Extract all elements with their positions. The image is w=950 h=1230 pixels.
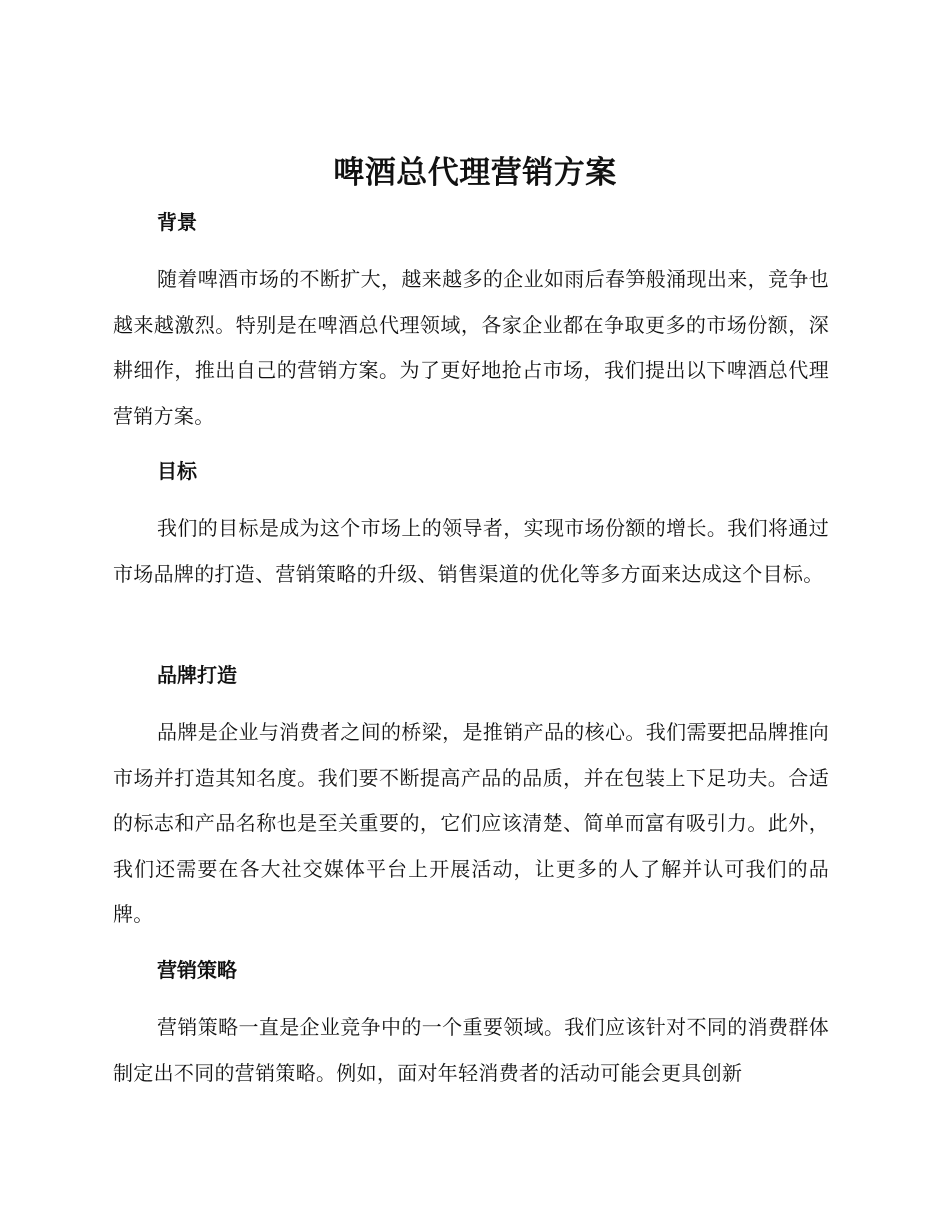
section-text-goal: 我们的目标是成为这个市场上的领导者，实现市场份额的增长。我们将通过市场品牌的打造、营销策略的升级、销售渠道的优化等多方面来达成这个目标。 — [113, 516, 829, 586]
section-heading-marketing-strategy: 营销策略 — [157, 958, 237, 982]
section-heading-goal: 目标 — [157, 459, 197, 483]
section-heading-background: 背景 — [157, 210, 197, 234]
section-text-branding: 品牌是企业与消费者之间的桥梁，是推销产品的核心。我们需要把品牌推向市场并打造其知名度。我们要不断提高产品的品质，并在包装上下足功夫。合适的标志和产品名称也是至关重要的，它们应该清楚、简单而富有吸引力。此外，我们还需要在各大社交媒体平台上开展活动，让更多的人了解并认可我们的品牌。 — [113, 720, 829, 926]
section-text-marketing-strategy: 营销策略一直是企业竞争中的一个重要领域。我们应该针对不同的消费群体制定出不同的营销策略。例如，面对年轻消费者的活动可能会更具创新 — [113, 1015, 829, 1085]
section-heading-branding: 品牌打造 — [157, 663, 237, 687]
section-text-background: 随着啤酒市场的不断扩大，越来越多的企业如雨后春笋般涌现出来，竞争也越来越激烈。特别是在啤酒总代理领域，各家企业都在争取更多的市场份额，深耕细作，推出自己的营销方案。为了更好地抢占市场，我们提出以下啤酒总代理营销方案。 — [113, 267, 829, 428]
page-title: 啤酒总代理营销方案 — [333, 155, 617, 191]
